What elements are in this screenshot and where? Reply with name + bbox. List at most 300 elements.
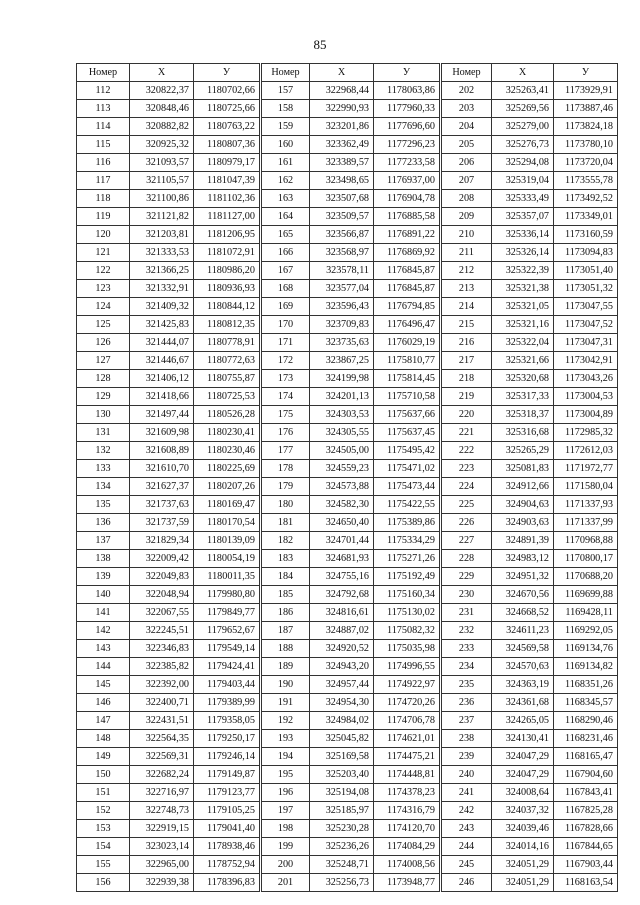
table-row [262, 280, 440, 298]
table-header-row [77, 64, 260, 82]
point-number: 151 [77, 784, 130, 802]
point-number: 160 [262, 136, 310, 154]
point-number: 164 [262, 208, 310, 226]
header-number: Номер [262, 64, 310, 82]
table-row [442, 370, 618, 388]
y-coordinate: 1180807,36 [194, 136, 260, 154]
y-coordinate: 1173047,31 [554, 334, 618, 352]
y-coordinate: 1174008,56 [374, 856, 440, 874]
x-coordinate: 323201,86 [310, 118, 374, 136]
point-number: 231 [442, 604, 492, 622]
y-coordinate: 1170688,20 [554, 568, 618, 586]
x-coordinate: 325318,37 [492, 406, 554, 424]
x-coordinate: 323596,43 [310, 298, 374, 316]
point-number: 170 [262, 316, 310, 334]
table-row [262, 118, 440, 136]
table-row [262, 766, 440, 784]
y-coordinate: 1173004,53 [554, 388, 618, 406]
y-coordinate: 1180725,66 [194, 100, 260, 118]
x-coordinate: 321425,83 [130, 316, 194, 334]
x-coordinate: 324037,32 [492, 802, 554, 820]
x-coordinate: 322245,51 [130, 622, 194, 640]
y-coordinate: 1176937,00 [374, 172, 440, 190]
x-coordinate: 322385,82 [130, 658, 194, 676]
y-coordinate: 1168290,46 [554, 712, 618, 730]
table-row [442, 352, 618, 370]
point-number: 168 [262, 280, 310, 298]
point-number: 135 [77, 496, 130, 514]
table-row [262, 496, 440, 514]
y-coordinate: 1175389,86 [374, 514, 440, 532]
table-row [77, 172, 260, 190]
y-coordinate: 1174120,70 [374, 820, 440, 838]
table-row [442, 424, 618, 442]
y-coordinate: 1168163,54 [554, 874, 618, 892]
table-row [262, 442, 440, 460]
y-coordinate: 1176029,19 [374, 334, 440, 352]
point-number: 146 [77, 694, 130, 712]
point-number: 149 [77, 748, 130, 766]
table-row [262, 478, 440, 496]
point-number: 192 [262, 712, 310, 730]
x-coordinate: 322009,42 [130, 550, 194, 568]
x-coordinate: 324039,46 [492, 820, 554, 838]
y-coordinate: 1178396,83 [194, 874, 260, 892]
x-coordinate: 321406,12 [130, 370, 194, 388]
table-row [77, 136, 260, 154]
x-coordinate: 320848,46 [130, 100, 194, 118]
point-number: 118 [77, 190, 130, 208]
x-coordinate: 324792,68 [310, 586, 374, 604]
table-row [442, 442, 618, 460]
coordinates-table-3 [441, 63, 618, 892]
y-coordinate: 1179149,87 [194, 766, 260, 784]
table-row [442, 712, 618, 730]
table-row [442, 82, 618, 100]
point-number: 236 [442, 694, 492, 712]
y-coordinate: 1174378,23 [374, 784, 440, 802]
x-coordinate: 322716,97 [130, 784, 194, 802]
x-coordinate: 324363,19 [492, 676, 554, 694]
y-coordinate: 1181072,91 [194, 244, 260, 262]
y-coordinate: 1178752,94 [194, 856, 260, 874]
y-coordinate: 1174922,97 [374, 676, 440, 694]
y-coordinate: 1180844,12 [194, 298, 260, 316]
y-coordinate: 1173047,52 [554, 316, 618, 334]
y-coordinate: 1175334,29 [374, 532, 440, 550]
x-coordinate: 322748,73 [130, 802, 194, 820]
table-row [262, 208, 440, 226]
x-coordinate: 322048,94 [130, 586, 194, 604]
y-coordinate: 1178063,86 [374, 82, 440, 100]
point-number: 226 [442, 514, 492, 532]
x-coordinate: 321627,37 [130, 478, 194, 496]
y-coordinate: 1175271,26 [374, 550, 440, 568]
x-coordinate: 325321,66 [492, 352, 554, 370]
x-coordinate: 322939,38 [130, 874, 194, 892]
x-coordinate: 322049,83 [130, 568, 194, 586]
y-coordinate: 1175471,02 [374, 460, 440, 478]
x-coordinate: 325230,28 [310, 820, 374, 838]
table-row [442, 262, 618, 280]
x-coordinate: 325203,40 [310, 766, 374, 784]
point-number: 155 [77, 856, 130, 874]
point-number: 211 [442, 244, 492, 262]
table-row [77, 460, 260, 478]
table-row [262, 334, 440, 352]
point-number: 243 [442, 820, 492, 838]
table-row [262, 604, 440, 622]
x-coordinate: 324008,64 [492, 784, 554, 802]
x-coordinate: 324199,98 [310, 370, 374, 388]
table-row [77, 262, 260, 280]
x-coordinate: 325317,33 [492, 388, 554, 406]
y-coordinate: 1179980,80 [194, 586, 260, 604]
y-coordinate: 1175130,02 [374, 604, 440, 622]
x-coordinate: 323509,57 [310, 208, 374, 226]
y-coordinate: 1180778,91 [194, 334, 260, 352]
y-coordinate: 1176845,87 [374, 280, 440, 298]
table-row [262, 298, 440, 316]
y-coordinate: 1169292,05 [554, 622, 618, 640]
point-number: 229 [442, 568, 492, 586]
x-coordinate: 325269,56 [492, 100, 554, 118]
y-coordinate: 1180725,53 [194, 388, 260, 406]
point-number: 189 [262, 658, 310, 676]
x-coordinate: 324701,44 [310, 532, 374, 550]
table-row [77, 856, 260, 874]
y-coordinate: 1176891,22 [374, 226, 440, 244]
table-row [262, 838, 440, 856]
point-number: 159 [262, 118, 310, 136]
point-number: 128 [77, 370, 130, 388]
y-coordinate: 1180230,46 [194, 442, 260, 460]
point-number: 141 [77, 604, 130, 622]
point-number: 143 [77, 640, 130, 658]
point-number: 148 [77, 730, 130, 748]
point-number: 213 [442, 280, 492, 298]
y-coordinate: 1175637,66 [374, 406, 440, 424]
table-row [442, 856, 618, 874]
point-number: 179 [262, 478, 310, 496]
x-coordinate: 324903,63 [492, 514, 554, 532]
y-coordinate: 1175082,32 [374, 622, 440, 640]
point-number: 225 [442, 496, 492, 514]
table-row [77, 190, 260, 208]
table-row [442, 100, 618, 118]
x-coordinate: 321446,67 [130, 352, 194, 370]
x-coordinate: 324681,93 [310, 550, 374, 568]
x-coordinate: 324957,44 [310, 676, 374, 694]
y-coordinate: 1176496,47 [374, 316, 440, 334]
x-coordinate: 325256,73 [310, 874, 374, 892]
x-coordinate: 325265,29 [492, 442, 554, 460]
point-number: 203 [442, 100, 492, 118]
y-coordinate: 1169134,82 [554, 658, 618, 676]
point-number: 198 [262, 820, 310, 838]
x-coordinate: 322392,00 [130, 676, 194, 694]
x-coordinate: 320925,32 [130, 136, 194, 154]
point-number: 136 [77, 514, 130, 532]
point-number: 199 [262, 838, 310, 856]
table-row [262, 658, 440, 676]
table-row [442, 226, 618, 244]
table-row [77, 766, 260, 784]
x-coordinate: 324887,02 [310, 622, 374, 640]
y-coordinate: 1173004,89 [554, 406, 618, 424]
table-row [262, 784, 440, 802]
y-coordinate: 1173555,78 [554, 172, 618, 190]
y-coordinate: 1180702,66 [194, 82, 260, 100]
x-coordinate: 323578,11 [310, 262, 374, 280]
y-coordinate: 1176885,58 [374, 208, 440, 226]
point-number: 219 [442, 388, 492, 406]
x-coordinate: 321609,98 [130, 424, 194, 442]
point-number: 194 [262, 748, 310, 766]
point-number: 245 [442, 856, 492, 874]
y-coordinate: 1175422,55 [374, 496, 440, 514]
point-number: 153 [77, 820, 130, 838]
y-coordinate: 1180225,69 [194, 460, 260, 478]
table-row [442, 460, 618, 478]
point-number: 241 [442, 784, 492, 802]
point-number: 242 [442, 802, 492, 820]
page-number: 85 [313, 37, 327, 52]
point-number: 191 [262, 694, 310, 712]
point-number: 147 [77, 712, 130, 730]
point-number: 117 [77, 172, 130, 190]
point-number: 130 [77, 406, 130, 424]
table-row [442, 586, 618, 604]
table-row [442, 748, 618, 766]
table-row [442, 604, 618, 622]
point-number: 197 [262, 802, 310, 820]
table-row [262, 406, 440, 424]
y-coordinate: 1173094,83 [554, 244, 618, 262]
x-coordinate: 325279,00 [492, 118, 554, 136]
y-coordinate: 1170800,17 [554, 550, 618, 568]
y-coordinate: 1180986,20 [194, 262, 260, 280]
y-coordinate: 1175160,34 [374, 586, 440, 604]
x-coordinate: 325263,41 [492, 82, 554, 100]
table-row [77, 334, 260, 352]
point-number: 214 [442, 298, 492, 316]
table-row [262, 730, 440, 748]
table-row [262, 316, 440, 334]
point-number: 181 [262, 514, 310, 532]
table-row [442, 730, 618, 748]
point-number: 165 [262, 226, 310, 244]
y-coordinate: 1181047,39 [194, 172, 260, 190]
point-number: 157 [262, 82, 310, 100]
y-coordinate: 1169428,11 [554, 604, 618, 622]
point-number: 120 [77, 226, 130, 244]
point-number: 125 [77, 316, 130, 334]
table-row [262, 370, 440, 388]
y-coordinate: 1179041,40 [194, 820, 260, 838]
table-row [442, 280, 618, 298]
y-coordinate: 1173780,10 [554, 136, 618, 154]
point-number: 216 [442, 334, 492, 352]
table-row [262, 874, 440, 892]
x-coordinate: 325185,97 [310, 802, 374, 820]
point-number: 196 [262, 784, 310, 802]
y-coordinate: 1167844,65 [554, 838, 618, 856]
x-coordinate: 323577,04 [310, 280, 374, 298]
x-coordinate: 324668,52 [492, 604, 554, 622]
coordinates-table-2 [261, 63, 440, 892]
table-row [77, 82, 260, 100]
point-number: 126 [77, 334, 130, 352]
table-row [262, 424, 440, 442]
point-number: 139 [77, 568, 130, 586]
y-coordinate: 1179389,99 [194, 694, 260, 712]
point-number: 172 [262, 352, 310, 370]
y-coordinate: 1181102,36 [194, 190, 260, 208]
y-coordinate: 1179849,77 [194, 604, 260, 622]
table-row [77, 316, 260, 334]
table-row [442, 676, 618, 694]
x-coordinate: 321203,81 [130, 226, 194, 244]
y-coordinate: 1179105,25 [194, 802, 260, 820]
table-row [77, 784, 260, 802]
table-row [77, 514, 260, 532]
y-coordinate: 1167843,41 [554, 784, 618, 802]
table-row [442, 496, 618, 514]
y-coordinate: 1168165,47 [554, 748, 618, 766]
table-row [442, 694, 618, 712]
table-row [77, 298, 260, 316]
x-coordinate: 320822,37 [130, 82, 194, 100]
table-row [77, 352, 260, 370]
table-row [442, 316, 618, 334]
y-coordinate: 1171337,93 [554, 496, 618, 514]
point-number: 156 [77, 874, 130, 892]
y-coordinate: 1169134,76 [554, 640, 618, 658]
point-number: 202 [442, 82, 492, 100]
y-coordinate: 1179123,77 [194, 784, 260, 802]
table-row [77, 388, 260, 406]
x-coordinate: 325322,04 [492, 334, 554, 352]
x-coordinate: 325248,71 [310, 856, 374, 874]
y-coordinate: 1175814,45 [374, 370, 440, 388]
point-number: 221 [442, 424, 492, 442]
x-coordinate: 324051,29 [492, 874, 554, 892]
y-coordinate: 1170968,88 [554, 532, 618, 550]
y-coordinate: 1175810,77 [374, 352, 440, 370]
y-coordinate: 1174475,21 [374, 748, 440, 766]
table-row [77, 244, 260, 262]
x-coordinate: 321497,44 [130, 406, 194, 424]
y-coordinate: 1178938,46 [194, 838, 260, 856]
y-coordinate: 1173160,59 [554, 226, 618, 244]
x-coordinate: 321332,91 [130, 280, 194, 298]
table-row [77, 370, 260, 388]
point-number: 138 [77, 550, 130, 568]
table-row [442, 802, 618, 820]
point-number: 186 [262, 604, 310, 622]
x-coordinate: 324755,16 [310, 568, 374, 586]
x-coordinate: 324130,41 [492, 730, 554, 748]
table-row [442, 568, 618, 586]
table-row [77, 550, 260, 568]
x-coordinate: 322682,24 [130, 766, 194, 784]
point-number: 237 [442, 712, 492, 730]
header-y: У [194, 64, 260, 82]
y-coordinate: 1171972,77 [554, 460, 618, 478]
x-coordinate: 324051,29 [492, 856, 554, 874]
point-number: 215 [442, 316, 492, 334]
table-row [442, 190, 618, 208]
y-coordinate: 1180169,47 [194, 496, 260, 514]
y-coordinate: 1179246,14 [194, 748, 260, 766]
x-coordinate: 324920,52 [310, 640, 374, 658]
y-coordinate: 1173887,46 [554, 100, 618, 118]
point-number: 166 [262, 244, 310, 262]
y-coordinate: 1174706,78 [374, 712, 440, 730]
point-number: 187 [262, 622, 310, 640]
x-coordinate: 321105,57 [130, 172, 194, 190]
y-coordinate: 1174621,01 [374, 730, 440, 748]
table-row [262, 190, 440, 208]
table-row [442, 658, 618, 676]
x-coordinate: 325357,07 [492, 208, 554, 226]
table-row [77, 424, 260, 442]
table-row [442, 640, 618, 658]
table-row [262, 388, 440, 406]
y-coordinate: 1173929,91 [554, 82, 618, 100]
x-coordinate: 323498,65 [310, 172, 374, 190]
table-row [77, 100, 260, 118]
point-number: 178 [262, 460, 310, 478]
y-coordinate: 1167904,60 [554, 766, 618, 784]
table-row [77, 208, 260, 226]
y-coordinate: 1175495,42 [374, 442, 440, 460]
table-row [262, 154, 440, 172]
point-number: 127 [77, 352, 130, 370]
table-row [262, 514, 440, 532]
y-coordinate: 1180763,22 [194, 118, 260, 136]
table-row [77, 532, 260, 550]
x-coordinate: 325319,04 [492, 172, 554, 190]
y-coordinate: 1177233,58 [374, 154, 440, 172]
x-coordinate: 324650,40 [310, 514, 374, 532]
y-coordinate: 1173047,55 [554, 298, 618, 316]
point-number: 180 [262, 496, 310, 514]
table-row [262, 622, 440, 640]
point-number: 224 [442, 478, 492, 496]
table-row [262, 244, 440, 262]
table-row [442, 388, 618, 406]
x-coordinate: 323709,83 [310, 316, 374, 334]
table-row [442, 838, 618, 856]
table-row [442, 784, 618, 802]
x-coordinate: 324047,29 [492, 766, 554, 784]
x-coordinate: 321100,86 [130, 190, 194, 208]
table-row [77, 226, 260, 244]
table-row [442, 208, 618, 226]
table-row [77, 640, 260, 658]
point-number: 227 [442, 532, 492, 550]
point-number: 183 [262, 550, 310, 568]
point-number: 123 [77, 280, 130, 298]
table-row [77, 604, 260, 622]
point-number: 132 [77, 442, 130, 460]
point-number: 218 [442, 370, 492, 388]
table-row [262, 550, 440, 568]
y-coordinate: 1180139,09 [194, 532, 260, 550]
y-coordinate: 1180755,87 [194, 370, 260, 388]
